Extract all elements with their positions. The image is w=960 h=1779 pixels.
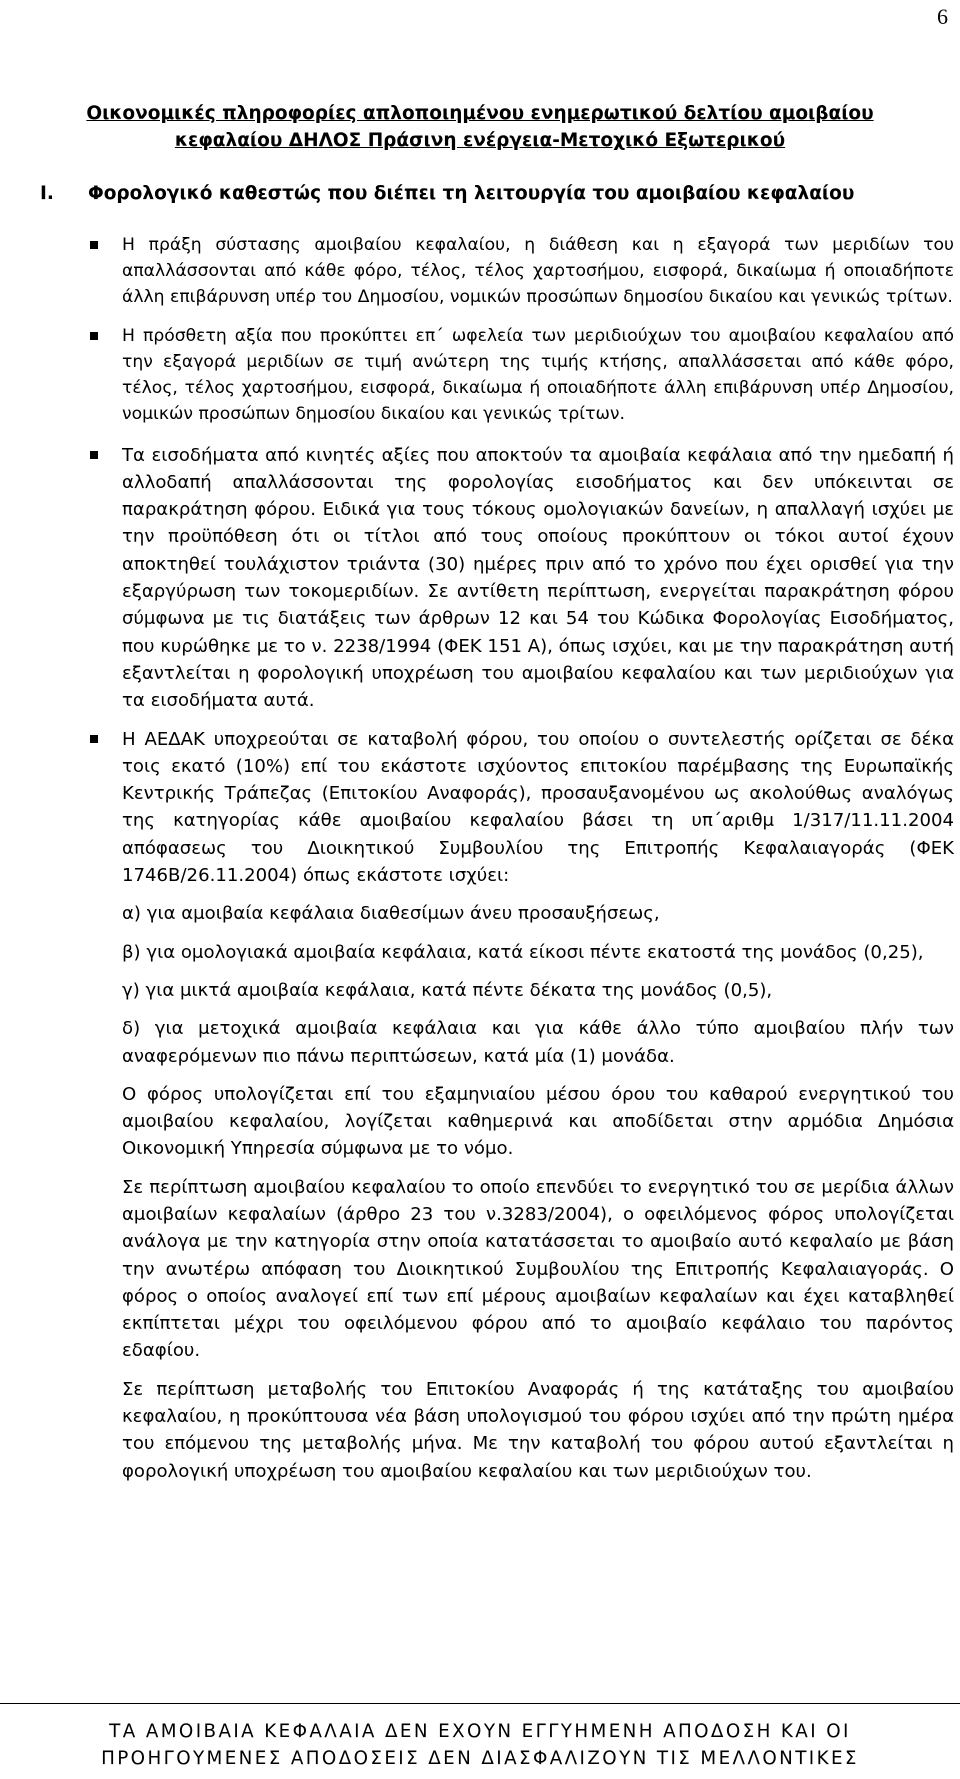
body-paragraph: Σε περίπτωση μεταβολής του Επιτοκίου Αναφοράς ή της κατάταξης του αμοιβαίου κεφαλαίου, η προκύπτουσα νέα βάση υπολογισμού του φόρου ισχύει από την πρώτη ημέρα του επόμενου της μεταβολής μήνα. Με την καταβολή του φόρου αυτού εξαντλείται η φορολογική υποχρέωση του αμοιβαίου κεφαλαίου και των μεριδιούχων του. <box>122 1378 954 1482</box>
bullet-text: Τα εισοδήματα από κινητές αξίες που αποκτούν τα αμοιβαία κεφάλαια από την ημεδαπή ή αλλοδαπή απαλλάσσονται της φορολογίας εισοδήματος και δεν υπόκεινται σε παρακράτηση φόρου. Ειδικά για τους τόκους ομολογιακών δανείων, η απαλλαγή ισχύει με την προϋπόθεση ότι οι τίτλοι από τους οποίους προκύπτουν οι τόκοι αυτοί έχουν αποκτηθεί τουλάχιστον τριάντα (30) ημέρες πριν από το χρόνο που έχει ορισθεί για την εξαργύρωση των τοκομεριδίων. Σε αντίθετη περίπτωση, ενεργείται παρακράτηση φόρου σύμφωνα με τις διατάξεις των άρθρων 12 και 54 του Κώδικα Φορολογίας Εισοδήματος, που κυρώθηκε με το ν. 2238/1994 (ΦΕΚ 151 Α), όπως ισχύει, και με την παρακράτηση αυτή εξαντλείται η φορολογική υποχρέωση του αμοιβαίου κεφαλαίου και των μεριδιούχων για τα εισοδήματα αυτά. <box>122 444 954 712</box>
body-paragraph: Ο φόρος υπολογίζεται επί του εξαμηνιαίου μέσου όρου του καθαρού ενεργητικού του αμοιβαίου κεφαλαίου, λογίζεται καθημερινά και αποδίδεται στην αρμόδια Δημόσια Οικονομική Υπηρεσία σύμφωνα με το νόμο. <box>122 1083 954 1160</box>
document-title-line-1: Οικονομικές πληροφορίες απλοποιημένου ενημερωτικού δελτίου αμοιβαίου <box>86 103 874 124</box>
document-body <box>80 233 954 1496</box>
footer-line-2: ΠΡΟΗΓΟΥΜΕΝΕΣ ΑΠΟΔΟΣΕΙΣ ΔΕΝ ΔΙΑΣΦΑΛΙΖΟΥΝ ΤΙΣ ΜΕΛΛΟΝΤΙΚΕΣ <box>101 1748 859 1769</box>
bullet-paragraph <box>80 442 954 715</box>
square-bullet-icon <box>90 451 98 459</box>
bullet-text: Η πρόσθετη αξία που προκύπτει επ΄ ωφελεία των μεριδιούχων του αμοιβαίου κεφαλαίου από την εξαγορά μεριδίων σε τιμή ανώτερη της τιμής κτήσης, απαλλάσσεται από κάθε φόρο, τέλος, τέλος χαρτοσήμου, εισφορά, δικαίωμα ή οποιαδήποτε άλλη επιβάρυνση υπέρ Δημοσίου, νομικών προσώπων δημοσίου δικαίου και γενικώς τρίτων. <box>122 326 954 424</box>
square-bullet-icon <box>90 241 98 249</box>
document-title-line-2: κεφαλαίου ΔΗΛΟΣ Πράσινη ενέργεια-Μετοχικό Εξωτερικού <box>174 130 786 151</box>
footer-line-1: ΤΑ ΑΜΟΙΒΑΙΑ ΚΕΦΑΛΑΙΑ ΔΕΝ ΕΧΟΥΝ ΕΓΓΥΗΜΕΝΗ ΑΠΟΔΟΣΗ ΚΑΙ ΟΙ <box>109 1721 851 1742</box>
document-title <box>40 100 920 154</box>
sub-item: γ) για μικτά αμοιβαία κεφάλαια, κατά πέντε δέκατα της μονάδος (0,5), <box>122 979 773 1001</box>
sub-item: β) για ομολογιακά αμοιβαία κεφάλαια, κατά είκοσι πέντε εκατοστά της μονάδος (0,25), <box>122 941 924 963</box>
sub-item: δ) για μετοχικά αμοιβαία κεφάλαια και για κάθε άλλο τύπο αμοιβαίου πλήν των αναφερόμενων πιο πάνω περιπτώσεων, κατά μία (1) μονάδα. <box>122 1018 954 1067</box>
footer-disclaimer <box>0 1718 960 1772</box>
square-bullet-icon <box>90 332 98 340</box>
section-number: Ι. <box>40 183 54 204</box>
sub-item: α) για αμοιβαία κεφάλαια διαθεσίμων άνευ προσαυξήσεως, <box>122 903 660 925</box>
bullet-paragraph <box>80 233 954 310</box>
bullet-text: Η πράξη σύστασης αμοιβαίου κεφαλαίου, η διάθεση και η εξαγορά των μεριδίων του απαλλάσσονται από κάθε φόρο, τέλος, τέλος χαρτοσήμου, εισφορά, δικαίωμα ή οποιαδήποτε άλλη επιβάρυνση υπέρ του Δημοσίου, νομικών προσώπων δημοσίου δικαίου και γενικώς τρίτων. <box>122 235 954 307</box>
section-heading-text: Φορολογικό καθεστώς που διέπει τη λειτουργία του αμοιβαίου κεφαλαίου <box>88 183 855 204</box>
footer-divider <box>0 1703 960 1704</box>
square-bullet-icon <box>90 735 98 743</box>
section-heading <box>40 180 940 207</box>
bullet-paragraph <box>80 324 954 427</box>
page-number: 6 <box>937 4 948 29</box>
body-paragraph: Σε περίπτωση αμοιβαίου κεφαλαίου το οποίο επενδύει το ενεργητικό του σε μερίδια άλλων αμοιβαίων κεφαλαίων (άρθρο 23 του ν.3283/2004), ο οφειλόμενος φόρος υπολογίζεται ανάλογα με την κατηγορία στην οποία κατατάσσεται το αμοιβαίο αυτό κεφαλαίο με βάση την ανωτέρω απόφαση του Διοικητικού Συμβουλίου της Επιτροπής Κεφαλαιαγοράς. Ο φόρος ο οποίος αναλογεί επί των επί μέρους αμοιβαίων κεφαλαίων και έχει καταβληθεί εκπίπτεται μέχρι του οφειλόμενου φόρου από το αμοιβαίο κεφάλαιο του παρόντος εδαφίου. <box>122 1176 954 1362</box>
bullet-text: Η ΑΕΔΑΚ υποχρεούται σε καταβολή φόρου, του οποίου ο συντελεστής ορίζεται σε δέκα τοις εκατό (10%) επί του εκάστοτε ισχύοντος επιτοκίου παρέμβασης της Ευρωπαϊκής Κεντρικής Τράπεζας (Επιτοκίου Αναφοράς), προσαυξανομένου ως ακολούθως αναλόγως της κατηγορίας κάθε αμοιβαίου κεφαλαίου βάσει τη υπ΄αριθμ 1/317/11.11.2004 απόφασεως του Διοικητικού Συμβουλίου της Επιτροπής Κεφαλαιαγοράς (ΦΕΚ 1746Β/26.11.2004) όπως εκάστοτε ισχύει: <box>122 728 954 887</box>
bullet-paragraph <box>80 726 954 890</box>
